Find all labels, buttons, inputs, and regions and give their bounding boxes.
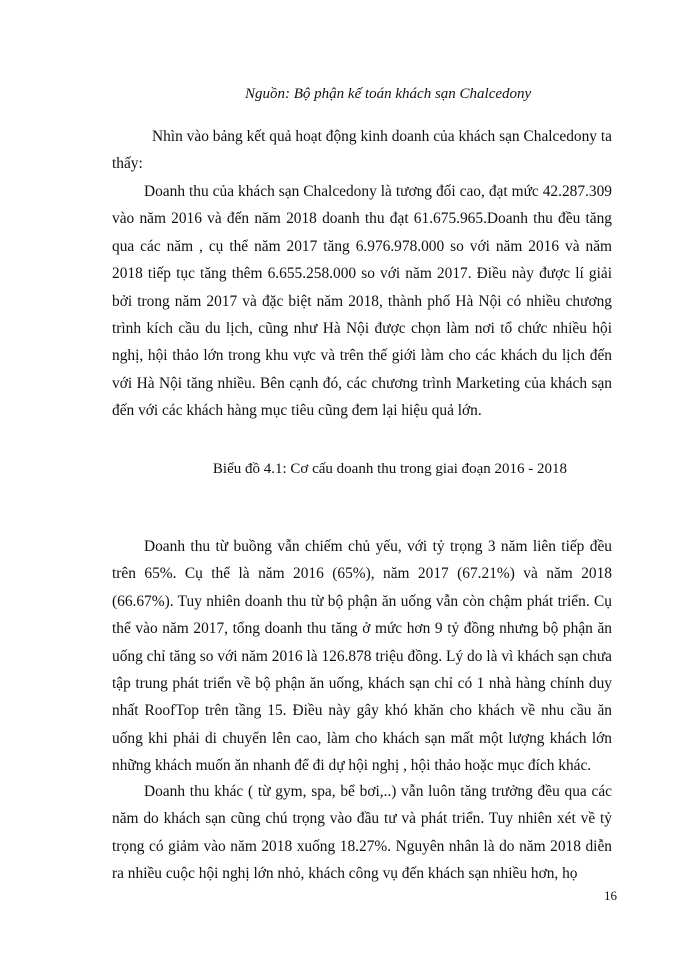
revenue-paragraph: Doanh thu của khách sạn Chalcedony là tương đối cao, đạt mức 42.287.309 vào năm 2016 và đến năm 2018 doanh thu đạt 61.675.965.Doanh thu đều tăng qua các năm , cụ thể năm 2017 tăng 6.976.978.000 so với năm 2016 và năm 2018 tiếp tục tăng thêm 6.655.258.000 so với năm 2017. Điều này được lí giải bởi trong năm 2017 và đặc biệt năm 2018, thành phố Hà Nội có nhiều chương trình kích cầu du lịch, cũng như Hà Nội được chọn làm nơi tổ chức nhiều hội nghị, hội thảo lớn trong khu vực và trên thế giới làm cho các khách du lịch đến với Hà Nội tăng nhiều. Bên cạnh đó, các chương trình Marketing của khách sạn đến với các khách hàng mục tiêu cũng đem lại hiệu quả lớn.	[112, 183, 612, 420]
intro-paragraph: Nhìn vào bảng kết quả hoạt động kinh doanh của khách sạn Chalcedony ta thấy:	[112, 128, 612, 173]
other-revenue-paragraph: Doanh thu khác ( từ gym, spa, bể bơi,..) vẫn luôn tăng trưởng đều qua các năm do khách sạn cũng chú trọng vào đầu tư và phát triển. Tuy nhiên xét về tỷ trọng có giảm vào năm 2018 xuống 18.27%. Nguyên nhân là do năm 2018 diễn ra nhiều cuộc hội nghị lớn nhỏ, khách công vụ đến khách sạn nhiều hơn, họ	[112, 783, 612, 883]
source-note: Nguồn: Bộ phận kế toán khách sạn Chalcedony	[245, 86, 532, 102]
chart-caption: Biểu đồ 4.1: Cơ cấu doanh thu trong giai đoạn 2016 - 2018	[212, 461, 568, 477]
page-number: 16	[604, 888, 617, 903]
room-revenue-paragraph: Doanh thu từ buồng vẫn chiếm chủ yếu, với tỷ trọng 3 năm liên tiếp đều trên 65%. Cụ thể là năm 2016 (65%), năm 2017 (67.21%) và năm 2018 (66.67%). Tuy nhiên doanh thu từ bộ phận ăn uống vẫn còn chậm phát triển. Cụ thể vào năm 2017, tổng doanh thu tăng ở mức hơn 9 tỷ đồng nhưng bộ phận ăn uống chỉ tăng so với năm 2016 là 126.878 triệu đồng. Lý do là vì khách sạn chưa tập trung phát triển về bộ phận ăn uống, khách sạn chỉ có 1 nhà hàng chính duy nhất RoofTop trên tầng 15. Điều này gây khó khăn cho khách về nhu cầu ăn uống khi phải di chuyển lên cao, làm cho khách sạn mất một lượng khách lớn những khách muốn ăn nhanh để đi dự hội nghị , hội thảo hoặc mục đích khác.	[112, 538, 612, 775]
